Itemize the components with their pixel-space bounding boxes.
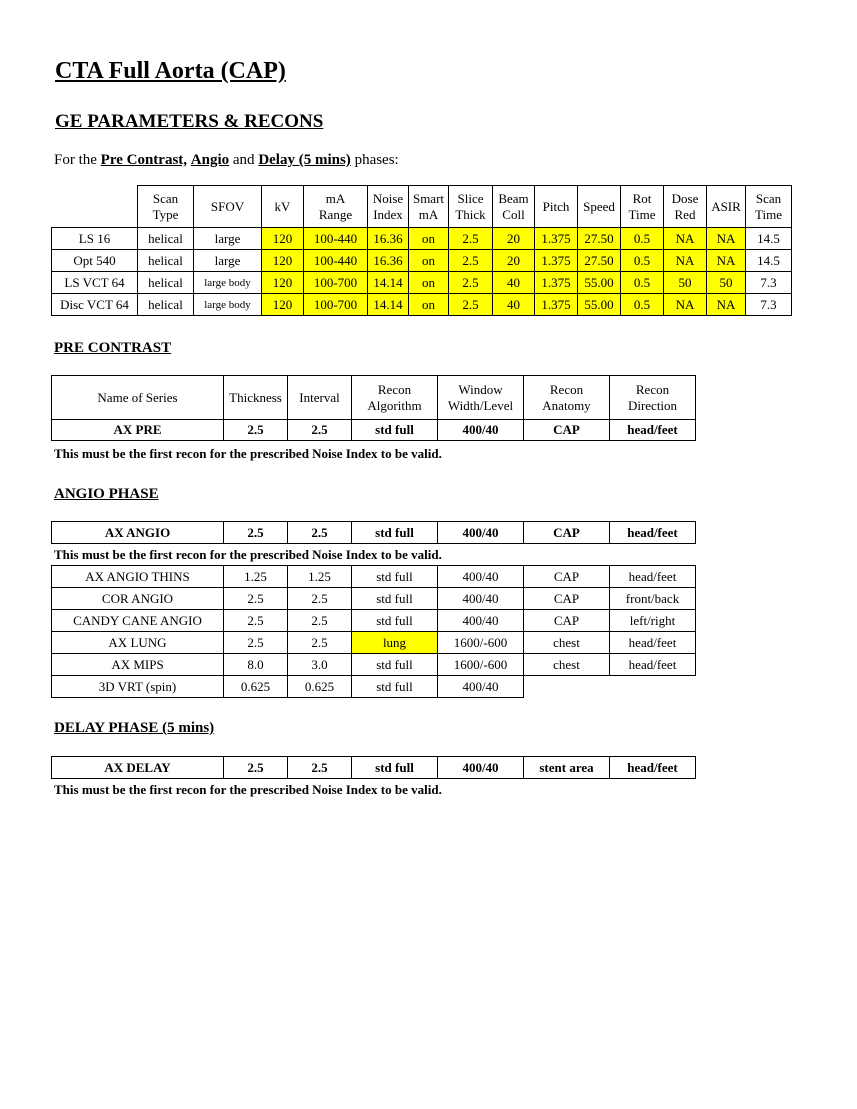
header-smart-ma: Smart mA [409,186,449,228]
header-speed: Speed [578,186,621,228]
header-thickness: Thickness [224,376,288,420]
header-sfov: SFOV [194,186,262,228]
table-row [52,294,792,316]
header-scan-time: Scan Time [746,186,792,228]
table-cell: chest [524,654,610,676]
table-cell: 400/40 [438,522,524,544]
table-cell: 2.5 [288,588,352,610]
table-cell: 0.5 [621,228,664,250]
table-cell: NA [707,294,746,316]
table-cell: 14.5 [746,250,792,272]
scanner-name: LS 16 [52,228,138,250]
scanner-name: Opt 540 [52,250,138,272]
table-cell: 1.25 [224,566,288,588]
table-row [52,654,696,676]
table-cell: 400/40 [438,588,524,610]
table-row [52,676,696,698]
table-cell: CAP [524,522,610,544]
table-cell: helical [138,272,194,294]
table-cell: 1.375 [535,228,578,250]
table-cell: std full [352,420,438,441]
table-cell: 1.375 [535,294,578,316]
header-recon-direction: Recon Direction [610,376,696,420]
table-cell: CAP [524,588,610,610]
table-cell: AX PRE [52,420,224,441]
table-cell: 2.5 [449,228,493,250]
table-cell: 2.5 [449,272,493,294]
table-cell: helical [138,228,194,250]
table-cell: on [409,272,449,294]
header-recon-anatomy: Recon Anatomy [524,376,610,420]
table-cell: 27.50 [578,228,621,250]
table-cell: 0.5 [621,294,664,316]
table-cell: 16.36 [368,228,409,250]
table-cell: left/right [610,610,696,632]
table-cell: std full [352,757,438,779]
table-cell: std full [352,588,438,610]
table-row [52,757,696,779]
header-recon-algorithm: Recon Algorithm [352,376,438,420]
table-cell: std full [352,610,438,632]
table-cell: on [409,250,449,272]
table-cell: 400/40 [438,566,524,588]
table-row [52,250,792,272]
table-cell: NA [707,250,746,272]
empty-cell [610,676,696,698]
header-window-width-level: Window Width/Level [438,376,524,420]
table-cell: 1.375 [535,272,578,294]
table-cell: 7.3 [746,294,792,316]
angio-main-table [51,521,696,544]
table-cell: 2.5 [224,522,288,544]
table-cell: 14.5 [746,228,792,250]
table-cell: CAP [524,420,610,441]
table-cell: 1.25 [288,566,352,588]
table-cell: 2.5 [224,757,288,779]
table-cell: std full [352,654,438,676]
table-cell: 400/40 [438,420,524,441]
table-cell: 400/40 [438,757,524,779]
table-cell: 1600/-600 [438,632,524,654]
table-row [52,228,792,250]
table-cell: AX LUNG [52,632,224,654]
table-cell: 20 [493,228,535,250]
pre-contrast-heading: PRE CONTRAST [54,340,172,356]
table-cell: head/feet [610,566,696,588]
table-cell: 2.5 [449,250,493,272]
table-cell: 14.14 [368,294,409,316]
table-cell: 120 [262,250,304,272]
table-cell: large [194,228,262,250]
header-interval: Interval [288,376,352,420]
table-cell: 2.5 [288,522,352,544]
table-cell: 100-700 [304,294,368,316]
header-scan-type: Scan Type [138,186,194,228]
table-cell: CAP [524,566,610,588]
table-cell: AX ANGIO THINS [52,566,224,588]
table-cell: 100-440 [304,250,368,272]
angio-note: This must be the first recon for the prescribed Noise Index to be valid. [54,547,442,562]
table-cell: 3D VRT (spin) [52,676,224,698]
delay-note: This must be the first recon for the prescribed Noise Index to be valid. [54,782,442,797]
table-cell: lung [352,632,438,654]
table-cell: CAP [524,610,610,632]
table-cell: std full [352,522,438,544]
table-cell: 2.5 [288,420,352,441]
header-noise-index: Noise Index [368,186,409,228]
table-cell: 2.5 [288,632,352,654]
angio-heading: ANGIO PHASE [54,486,159,502]
empty-cell [52,186,138,228]
table-cell: NA [664,228,707,250]
table-cell: AX MIPS [52,654,224,676]
table-cell: head/feet [610,654,696,676]
table-cell: 100-700 [304,272,368,294]
table-cell: 400/40 [438,610,524,632]
table-cell: 14.14 [368,272,409,294]
table-row [52,610,696,632]
scanner-name: LS VCT 64 [52,272,138,294]
parameters-header-row [52,186,792,228]
table-cell: 55.00 [578,272,621,294]
table-cell: 40 [493,294,535,316]
table-cell: 40 [493,272,535,294]
table-cell: front/back [610,588,696,610]
parameters-table [51,185,792,316]
empty-cell [524,676,610,698]
header-slice-thick: Slice Thick [449,186,493,228]
table-cell: NA [707,228,746,250]
header-pitch: Pitch [535,186,578,228]
table-cell: NA [664,294,707,316]
table-cell: 400/40 [438,676,524,698]
table-cell: helical [138,250,194,272]
table-cell: 2.5 [288,610,352,632]
table-cell: 120 [262,294,304,316]
scanner-name: Disc VCT 64 [52,294,138,316]
header-rot-time: Rot Time [621,186,664,228]
intro-text: For the Pre Contrast, Angio and Delay (5 mins) phases: [54,152,399,168]
header-kv: kV [262,186,304,228]
table-cell: on [409,294,449,316]
header-dose-red: Dose Red [664,186,707,228]
table-cell: 55.00 [578,294,621,316]
table-cell: 0.5 [621,250,664,272]
page-subtitle: GE PARAMETERS & RECONS [55,111,324,132]
table-cell: 2.5 [449,294,493,316]
header-asir: ASIR [707,186,746,228]
table-cell: 0.625 [224,676,288,698]
table-cell: 50 [664,272,707,294]
table-cell: NA [664,250,707,272]
table-cell: COR ANGIO [52,588,224,610]
table-cell: std full [352,676,438,698]
table-row [52,420,696,441]
table-cell: head/feet [610,420,696,441]
table-cell: 0.5 [621,272,664,294]
table-cell: CANDY CANE ANGIO [52,610,224,632]
table-cell: 2.5 [224,588,288,610]
table-cell: 16.36 [368,250,409,272]
table-cell: 50 [707,272,746,294]
table-row [52,588,696,610]
table-cell: AX DELAY [52,757,224,779]
table-cell: 0.625 [288,676,352,698]
table-cell: head/feet [610,757,696,779]
header-ma-range: mA Range [304,186,368,228]
pre-contrast-note: This must be the first recon for the prescribed Noise Index to be valid. [54,446,442,461]
table-cell: helical [138,294,194,316]
table-cell: 3.0 [288,654,352,676]
table-cell: 100-440 [304,228,368,250]
table-cell: stent area [524,757,610,779]
table-cell: head/feet [610,632,696,654]
table-cell: 2.5 [288,757,352,779]
table-cell: large body [194,294,262,316]
header-name-of-series: Name of Series [52,376,224,420]
table-cell: 120 [262,272,304,294]
delay-table [51,756,696,779]
table-cell: 8.0 [224,654,288,676]
pre-contrast-table [51,375,696,441]
table-cell: AX ANGIO [52,522,224,544]
table-cell: head/feet [610,522,696,544]
table-cell: 1600/-600 [438,654,524,676]
recon-header-row [52,376,696,420]
table-cell: 1.375 [535,250,578,272]
table-cell: 120 [262,228,304,250]
table-cell: 20 [493,250,535,272]
angio-recons-table [51,565,696,698]
header-beam-coll: Beam Coll [493,186,535,228]
table-row [52,522,696,544]
table-cell: large [194,250,262,272]
table-cell: large body [194,272,262,294]
table-cell: on [409,228,449,250]
table-cell: 2.5 [224,632,288,654]
table-row [52,632,696,654]
delay-heading: DELAY PHASE (5 mins) [54,720,215,736]
table-row [52,272,792,294]
table-row [52,566,696,588]
table-cell: 2.5 [224,420,288,441]
page-title: CTA Full Aorta (CAP) [55,58,286,84]
table-cell: 2.5 [224,610,288,632]
table-cell: 7.3 [746,272,792,294]
table-cell: std full [352,566,438,588]
table-cell: chest [524,632,610,654]
table-cell: 27.50 [578,250,621,272]
